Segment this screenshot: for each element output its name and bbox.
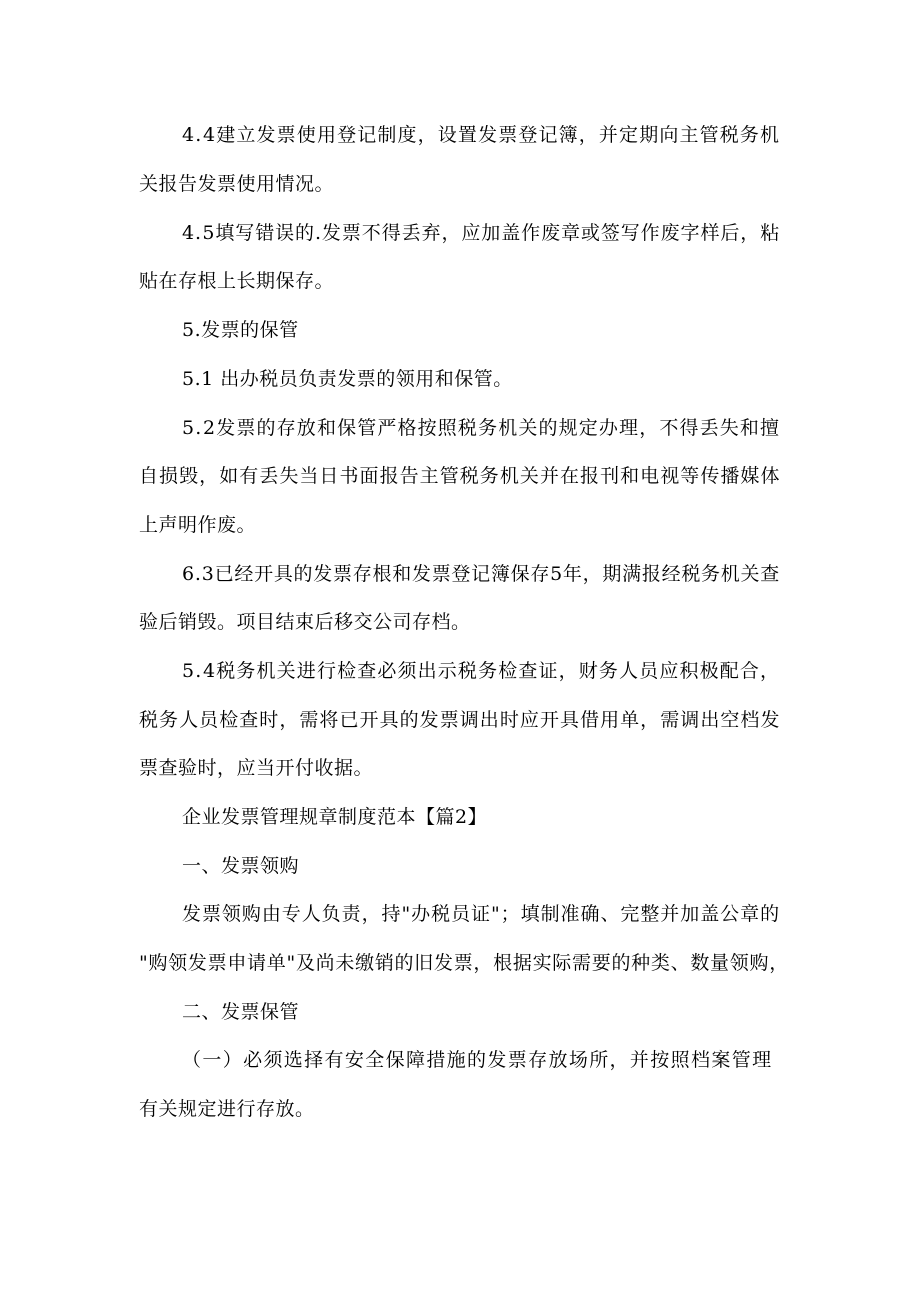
section-heading: 5.发票的保管 (182, 319, 299, 341)
paragraph-line: 票查验时，应当开付收据。 (139, 757, 374, 779)
article-title: 企业发票管理规章制度范本【篇2】 (182, 806, 488, 828)
paragraph-line: " 购 领 发 票 申 请 单 " 及 尚 未 缴 销 的 旧 发 票 ， 根 据 实 际 需 要 的 种 类 、 数 量 领 购 ， (139, 952, 789, 974)
paragraph-line: 5 . 2 发 票 的 存 放 和 保 管 严 格 按 照 税 务 机 关 的 规 定 办 理 ， 不 得 丢 失 和 擅 (182, 417, 780, 439)
paragraph-line: 6 . 3 已 经 开 具 的 发 票 存 根 和 发 票 登 记 簿 保 存 5 年 ， 期 满 报 经 税 务 机 关 查 (182, 563, 780, 585)
paragraph-line: 发 票 领 购 由 专 人 负 责 ， 持 " 办 税 员 证 " ； 填 制 准 确 、 完 整 并 加 盖 公 章 的 (182, 903, 780, 925)
paragraph-line: （ 一 ） 必 须 选 择 有 安 全 保 障 措 施 的 发 票 存 放 场 所 ， 并 按 照 档 案 管 理 (182, 1049, 772, 1071)
paragraph-line: 有关规定进行存放。 (139, 1098, 315, 1120)
paragraph-line: 5 . 4 税 务 机 关 进 行 检 查 必 须 出 示 税 务 检 查 证 ， 财 务 人 员 应 积 极 配 合 ， (182, 660, 780, 682)
paragraph-line: 验后销毁。项目结束后移交公司存档。 (139, 611, 471, 633)
paragraph-line: 4 . 5 填 写 错 误 的 . 发 票 不 得 丢 弃 ， 应 加 盖 作 废 章 或 签 写 作 废 字 样 后 ， 粘 (182, 222, 780, 244)
section-heading: 二、发票保管 (182, 1001, 300, 1023)
paragraph-line: 上声明作废。 (139, 514, 257, 536)
paragraph-line: 贴在存根上长期保存。 (139, 270, 335, 292)
paragraph-line: 关报告发票使用情况。 (139, 173, 335, 195)
paragraph-line: 4 . 4 建 立 发 票 使 用 登 记 制 度 ， 设 置 发 票 登 记 簿 ， 并 定 期 向 主 管 税 务 机 (182, 124, 780, 146)
section-heading: 一、发票领购 (182, 855, 300, 877)
paragraph-line: 5.1 出办税员负责发票的领用和保管。 (182, 368, 513, 390)
paragraph-line: 税 务 人 员 检 查 时 ， 需 将 已 开 具 的 发 票 调 出 时 应 开 具 借 用 单 ， 需 调 出 空 档 发 (139, 709, 780, 731)
paragraph-line: 自 损 毁 ， 如 有 丢 失 当 日 书 面 报 告 主 管 税 务 机 关 并 在 报 刊 和 电 视 等 传 播 媒 体 (139, 465, 780, 487)
